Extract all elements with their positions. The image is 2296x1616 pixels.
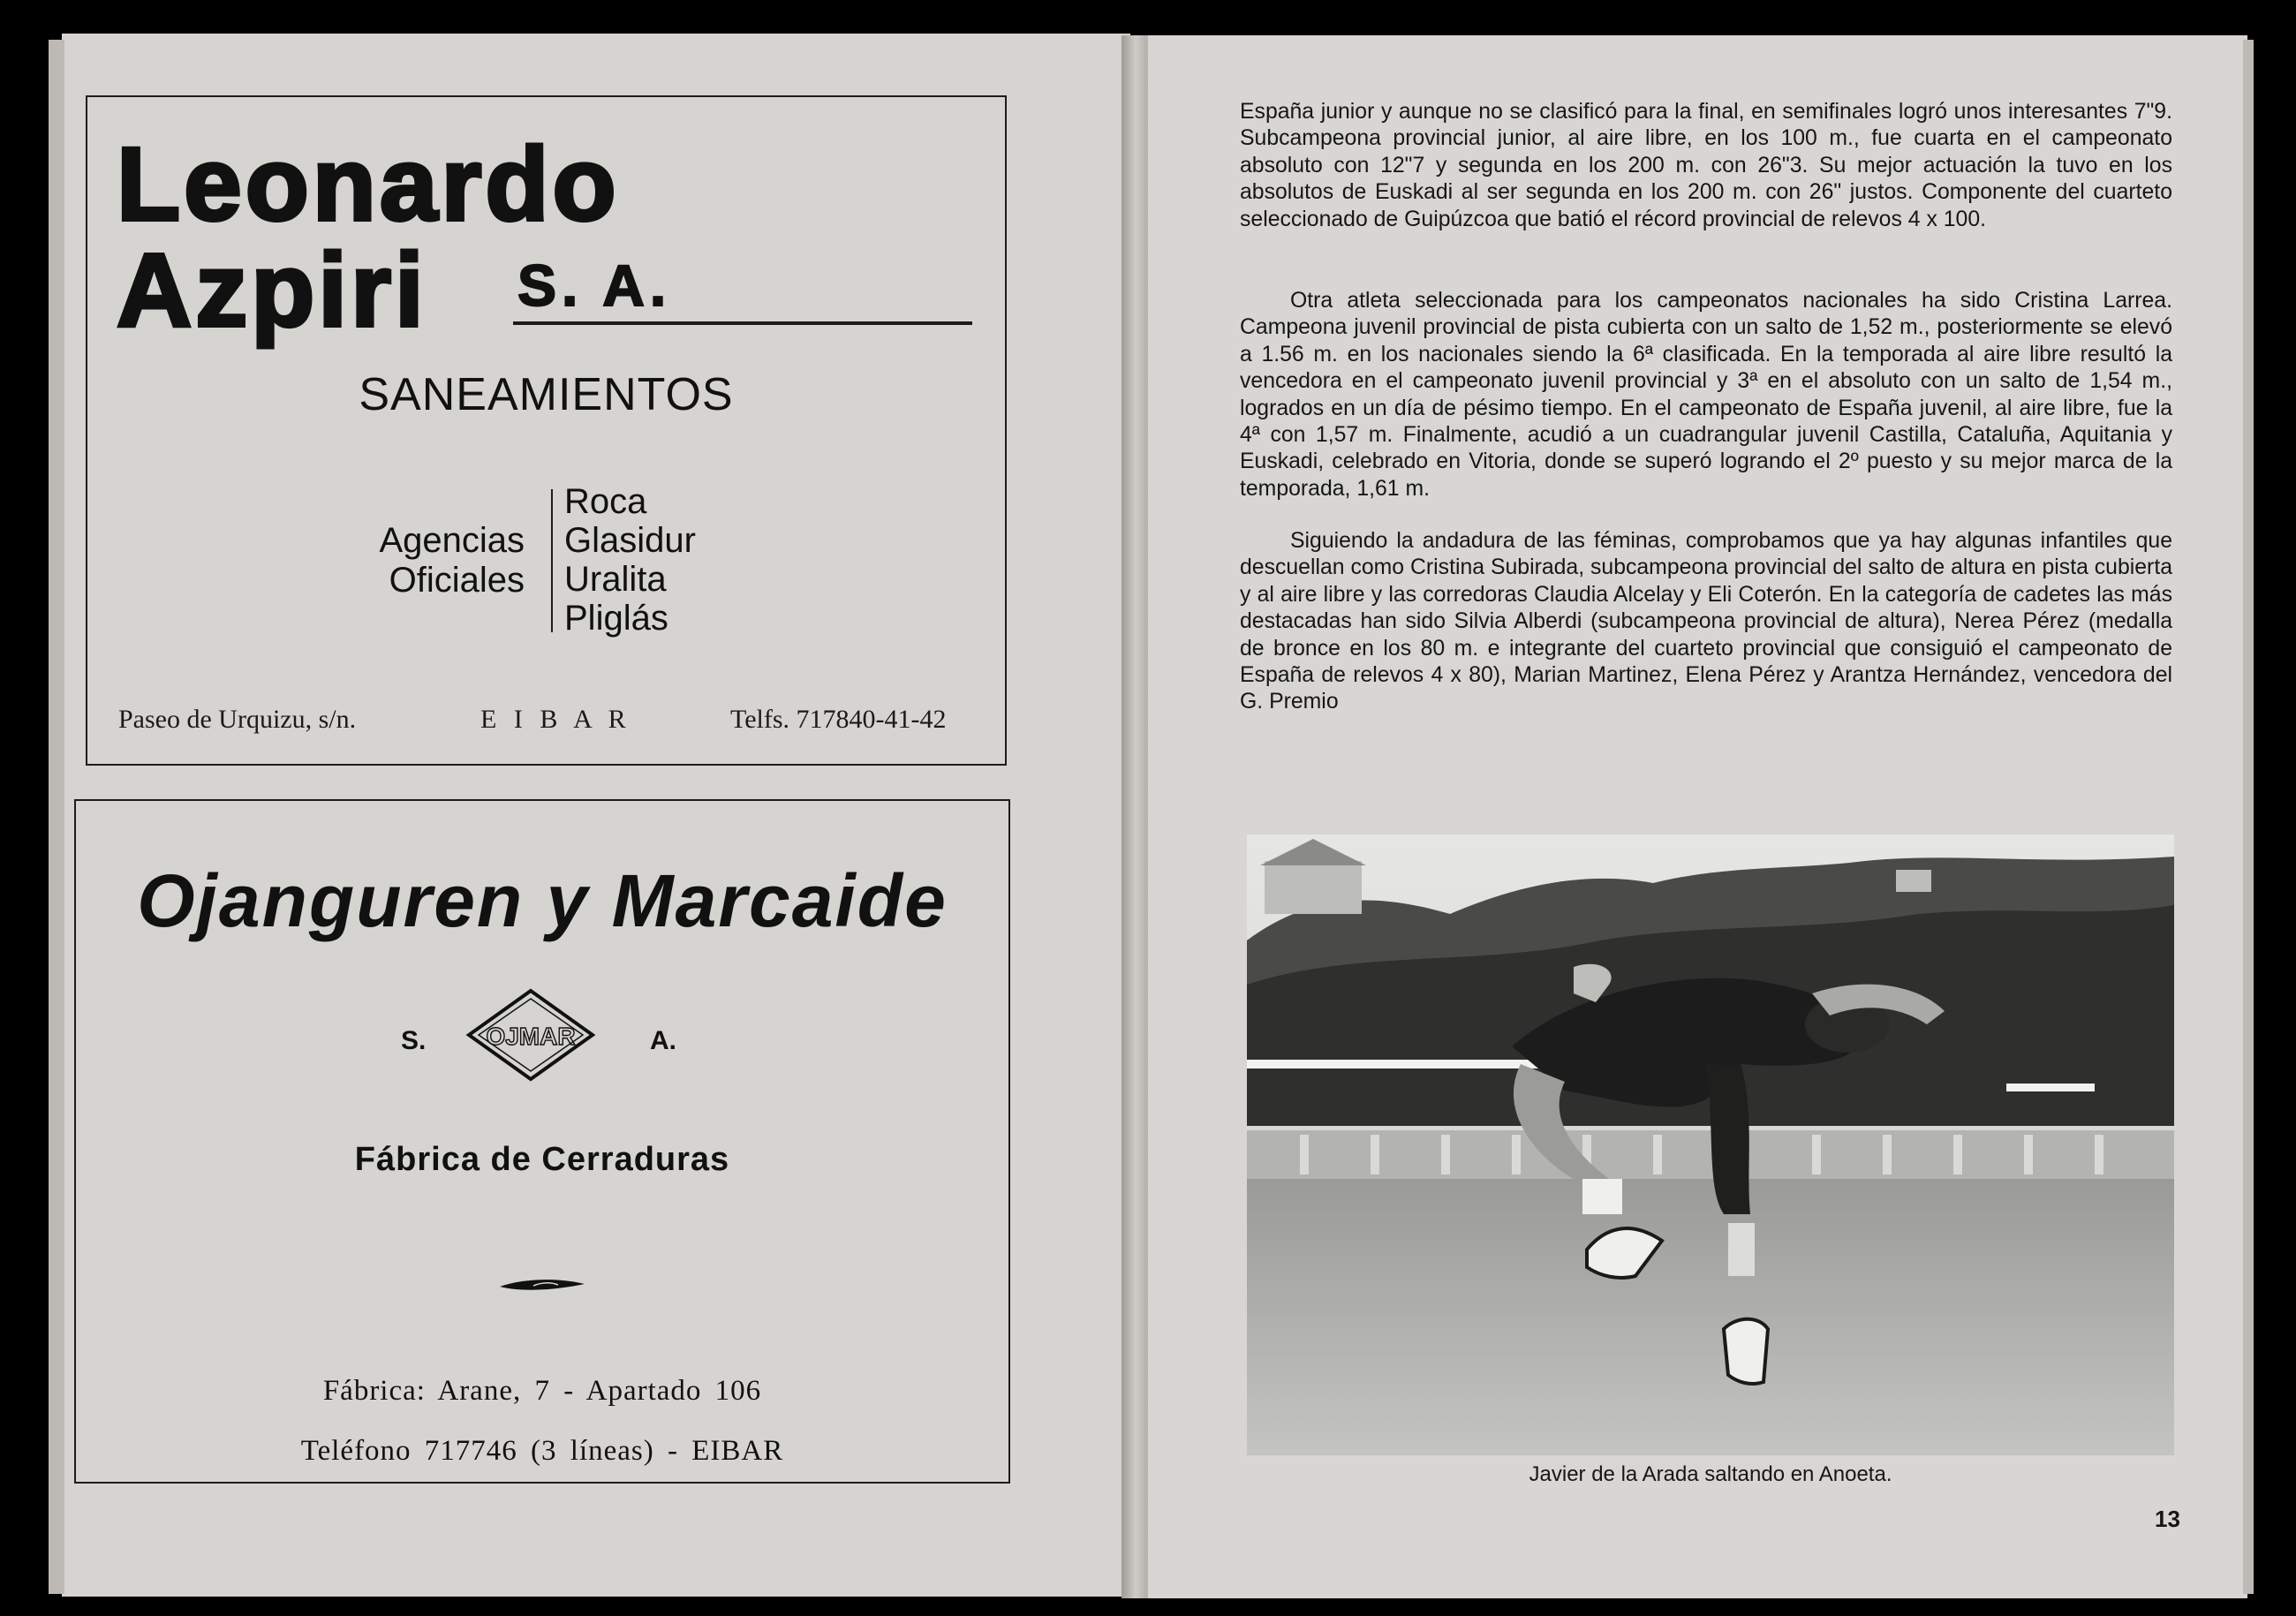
company-suffix: S. A. xyxy=(517,253,672,318)
paragraph-text: Siguiendo la andadura de las féminas, comprobamos que ya hay algunas infantiles que descuellan como Cristina Subirada, subcampeona provincial del salto de altura en pista cubierta y al aire libre y las corredoras Claudia Alcelay y Eli Coterón. En la categoría de cadetes las más destacadas han sido Silvia Alberdi (subcampeona provincial de altura), Nerea Pérez (medalla de bronce en los 80 m. e integrante del cuarteto provincial que consiguió el campeonato de España de relevos 4 x 80), Marian Martinez, Elena Pérez y Arantza Hernández, vencedora del G. Premio xyxy=(1240,529,2172,714)
ad-ojanguren-marcaide xyxy=(74,799,1010,1484)
brand-item: Uralita xyxy=(564,560,667,599)
right-page-edge xyxy=(2243,40,2254,1594)
article-paragraph-3 xyxy=(1240,528,2172,716)
logo-text: OJMAR xyxy=(486,1023,576,1050)
article-paragraph-2 xyxy=(1240,288,2172,502)
ornament xyxy=(498,1273,586,1300)
brand-name-line2: Azpiri xyxy=(117,232,427,349)
category-heading: SANEAMIENTOS xyxy=(359,369,734,420)
city: E I B A R xyxy=(480,705,631,734)
divider xyxy=(513,321,972,325)
page-number: 13 xyxy=(2155,1506,2180,1532)
agencias-label xyxy=(87,521,525,600)
brand-item: Roca xyxy=(564,482,647,521)
ad-leonardo-azpiri xyxy=(86,95,1007,766)
company-suffix-s: S. xyxy=(401,1026,427,1055)
vertical-divider xyxy=(551,489,553,632)
paragraph-text: Otra atleta seleccionada para los campeonatos nacionales ha sido Cristina Larrea. Campeona juvenil provincial de pista cubierta con un salto de 1,52 m., posteriormente se elevó a 1.56 m. en los nacionales siendo la 6ª clasificada. En la temporada al aire libre resultó la vencedora en el campeonato juvenil provincial y 3ª en el absoluto con un salto de 1,54 m., logrados en un día de pésimo tiempo. En el campeonato de España juvenil, al aire libre, fue la 4ª con 1,57 m. Finalmente, acudió a un cuadrangular juvenil Castilla, Cataluña, Aquitania y Euskadi, celebrado en Vitoria, donde se superó logrando el 2º puesto y su mejor marca de la temporada, 1,61 m. xyxy=(1240,289,2172,501)
left-page-edge xyxy=(49,40,64,1594)
photo-caption: Javier de la Arada saltando en Anoeta. xyxy=(1529,1462,1892,1486)
high-jump-photo xyxy=(1247,834,2174,1455)
ojmar-logo xyxy=(464,986,597,1084)
company-name: Ojanguren y Marcaide xyxy=(137,859,948,942)
article-paragraph-1 xyxy=(1240,99,2172,233)
brand-item: Pliglás xyxy=(564,599,668,638)
brand-list xyxy=(564,482,696,638)
agencias-line2: Oficiales xyxy=(389,561,525,600)
brand-name-line1: Leonardo xyxy=(117,126,620,243)
phone: Telfs. 717840-41-42 xyxy=(730,705,947,734)
paragraph-text: España junior y aunque no se clasificó para la final, en semifinales logró unos interesantes 7"9. Subcampeona provincial junior, al aire libre, en los 100 m., fue cuarta en el campeonato absoluto con 12"7 y segunda en los 200 m. con 26"3. Su mejor actuación la tuvo en los absolutos de Euskadi al ser segunda en los 200 m. con 26" justos. Componente del cuarteto seleccionado de Guipúzcoa que batió el récord provincial de relevos 4 x 100. xyxy=(1240,100,2172,231)
agencias-line1: Agencias xyxy=(379,521,525,560)
brand-item: Glasidur xyxy=(564,521,696,560)
address-line: Fábrica: Arane, 7 - Apartado 106 xyxy=(322,1375,762,1407)
tagline: Fábrica de Cerraduras xyxy=(354,1141,730,1178)
company-suffix-a: A. xyxy=(650,1026,676,1055)
address: Paseo de Urquizu, s/n. xyxy=(118,705,357,734)
phone-line: Teléfono 717746 (3 líneas) - EIBAR xyxy=(300,1435,784,1467)
